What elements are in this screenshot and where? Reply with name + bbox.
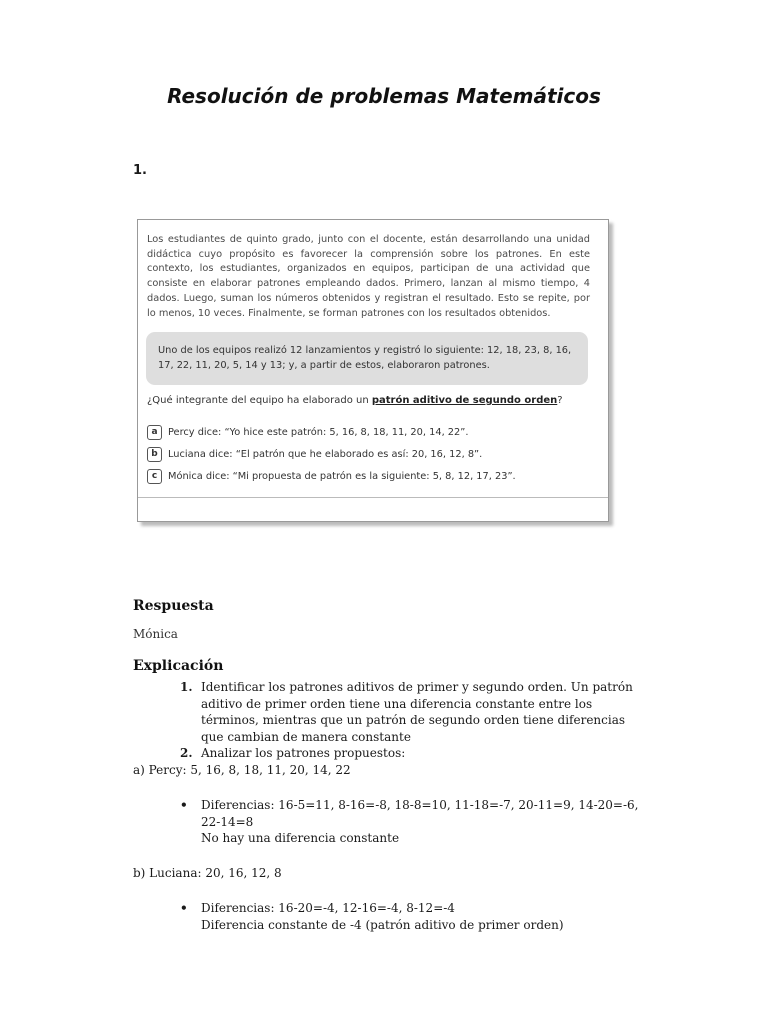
card-divider: [138, 497, 608, 498]
bullet-icon: •: [180, 901, 188, 915]
answer-value: Mónica: [133, 627, 178, 641]
page-title: Resolución de problemas Matemáticos: [167, 84, 601, 108]
step-item: [180, 745, 640, 762]
step-item: [180, 679, 640, 745]
explanation-heading: Explicación: [133, 658, 224, 674]
luciana-analysis: [180, 900, 640, 933]
question-number: 1.: [133, 163, 147, 178]
question-text-pre: ¿Qué integrante del equipo ha elaborado un: [147, 395, 372, 406]
percy-analysis: [180, 797, 640, 847]
step-text: Analizar los patrones propuestos:: [201, 746, 406, 760]
option-text: Percy dice: “Yo hice este patrón: 5, 16, 8, 18, 11, 20, 14, 22”.: [168, 427, 469, 438]
option-a: [147, 425, 468, 440]
option-b: [147, 447, 482, 462]
option-c: [147, 469, 516, 484]
luciana-differences: Diferencias: 16-20=-4, 12-16=-4, 8-12=-4: [201, 901, 455, 915]
question-text-post: ?: [557, 395, 563, 406]
data-box: Uno de los equipos realizó 12 lanzamientos y registró lo siguiente: 12, 18, 23, 8, 16, 17, 22, 11, 20, 5, 14 y 13; y, a partir de estos, elaboraron patrones.: [146, 332, 588, 385]
question-highlight: patrón aditivo de segundo orden: [371, 395, 558, 406]
percy-note: No hay una diferencia constante: [201, 831, 400, 845]
problem-intro: Los estudiantes de quinto grado, junto con el docente, están desarrollando una unidad didáctica cuyo propósito es favorecer la comprensión sobre los patrones. En este contexto, los estudiantes, organizados en equipos, participan de una actividad que consiste en elaborar patrones empleando dados. Primero, lanzan al mismo tiempo, 4 dados. Luego, suman los números obtenidos y registran el resultado. Esto se repite, por lo menos, 10 veces. Finalmente, se forman patrones con los resultados obtenidos.: [147, 234, 590, 319]
option-letter: c: [147, 469, 162, 484]
option-letter: b: [147, 447, 162, 462]
problem-card: [137, 219, 609, 522]
luciana-pattern-label: b) Luciana: 20, 16, 12, 8: [133, 866, 282, 880]
option-text: Luciana dice: “El patrón que he elaborado es así: 20, 16, 12, 8”.: [168, 449, 483, 460]
luciana-note: Diferencia constante de -4 (patrón aditivo de primer orden): [201, 917, 564, 932]
option-letter: a: [147, 425, 162, 440]
step-number: 1.: [180, 680, 193, 694]
percy-differences: Diferencias: 16-5=11, 8-16=-8, 18-8=10, 11-18=-7, 20-11=9, 14-20=-6, 22-14=8: [201, 798, 639, 829]
bullet-icon: •: [180, 798, 188, 812]
percy-pattern-label: a) Percy: 5, 16, 8, 18, 11, 20, 14, 22: [133, 763, 351, 777]
explanation-steps: [180, 679, 640, 762]
problem-question: [147, 395, 563, 406]
step-text: Identificar los patrones aditivos de primer y segundo orden. Un patrón aditivo de primer orden tiene una diferencia constante entre los términos, mientras que un patrón de segundo orden tiene diferencias que cambian de manera constante: [201, 680, 633, 744]
option-text: Mónica dice: “Mi propuesta de patrón es la siguiente: 5, 8, 12, 17, 23”.: [168, 471, 516, 482]
answer-heading: Respuesta: [133, 598, 214, 614]
step-number: 2.: [180, 746, 193, 760]
